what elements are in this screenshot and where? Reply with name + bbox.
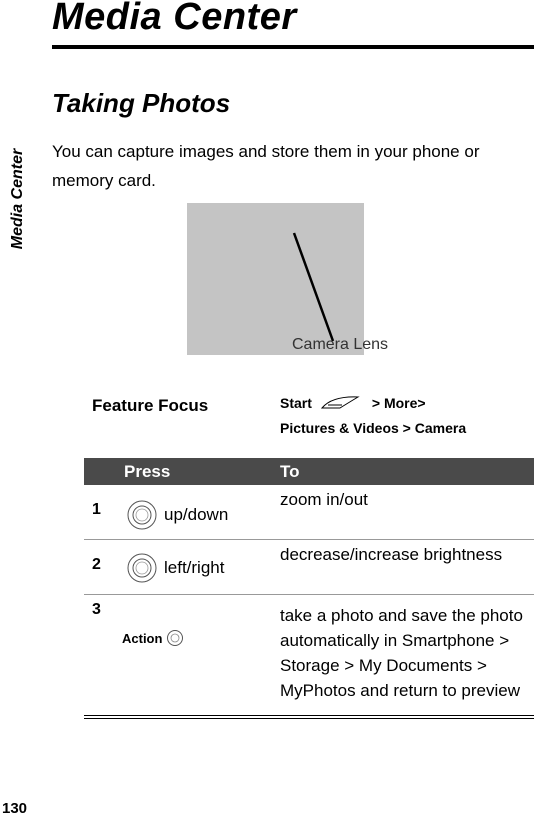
figure-label: Camera Lens (292, 336, 389, 353)
table-header (84, 458, 534, 485)
row-press (126, 552, 224, 584)
table-bottom-rule (84, 715, 534, 719)
row-action: zoom in/out (280, 490, 368, 509)
intro-text: You can capture images and store them in your phone or memory card. (52, 142, 480, 190)
section-title: Taking Photos (52, 88, 231, 118)
row-number: 3 (92, 601, 101, 618)
table-row (84, 485, 534, 540)
table-row (84, 595, 534, 719)
feature-focus-path-line2: Pictures & Videos > Camera (280, 420, 467, 436)
press-label: Action (122, 630, 163, 646)
row-press (126, 499, 228, 531)
table-row (84, 540, 534, 595)
page-title: Media Center (52, 0, 297, 38)
press-label: up/down (164, 505, 229, 524)
header-press: Press (124, 462, 171, 481)
row-action: take a photo and save the photo automatically in Smartphone > Storage > My Documents > MyPhotos and return to preview (280, 606, 523, 700)
more-text: > More> (371, 395, 426, 411)
side-section-label: Media Center (9, 148, 26, 250)
feature-focus-path-line1 (280, 394, 426, 412)
row-number: 1 (92, 501, 101, 518)
row-press (122, 629, 184, 647)
camera-lens-figure (187, 203, 364, 355)
callout-line (187, 203, 364, 355)
header-to: To (280, 462, 300, 481)
title-rule (52, 45, 534, 49)
press-label: left/right (164, 558, 225, 577)
row-number: 2 (92, 556, 101, 573)
action-key (122, 629, 184, 647)
row-action: decrease/increase brightness (280, 545, 503, 564)
nav-key-icon (126, 499, 158, 531)
page-number: 130 (2, 800, 28, 817)
start-text: Start (280, 395, 312, 411)
start-key-icon (318, 394, 366, 412)
key-table (84, 458, 534, 719)
feature-focus-label: Feature Focus (92, 396, 209, 415)
nav-key-icon (126, 552, 158, 584)
action-key-icon (166, 629, 184, 647)
